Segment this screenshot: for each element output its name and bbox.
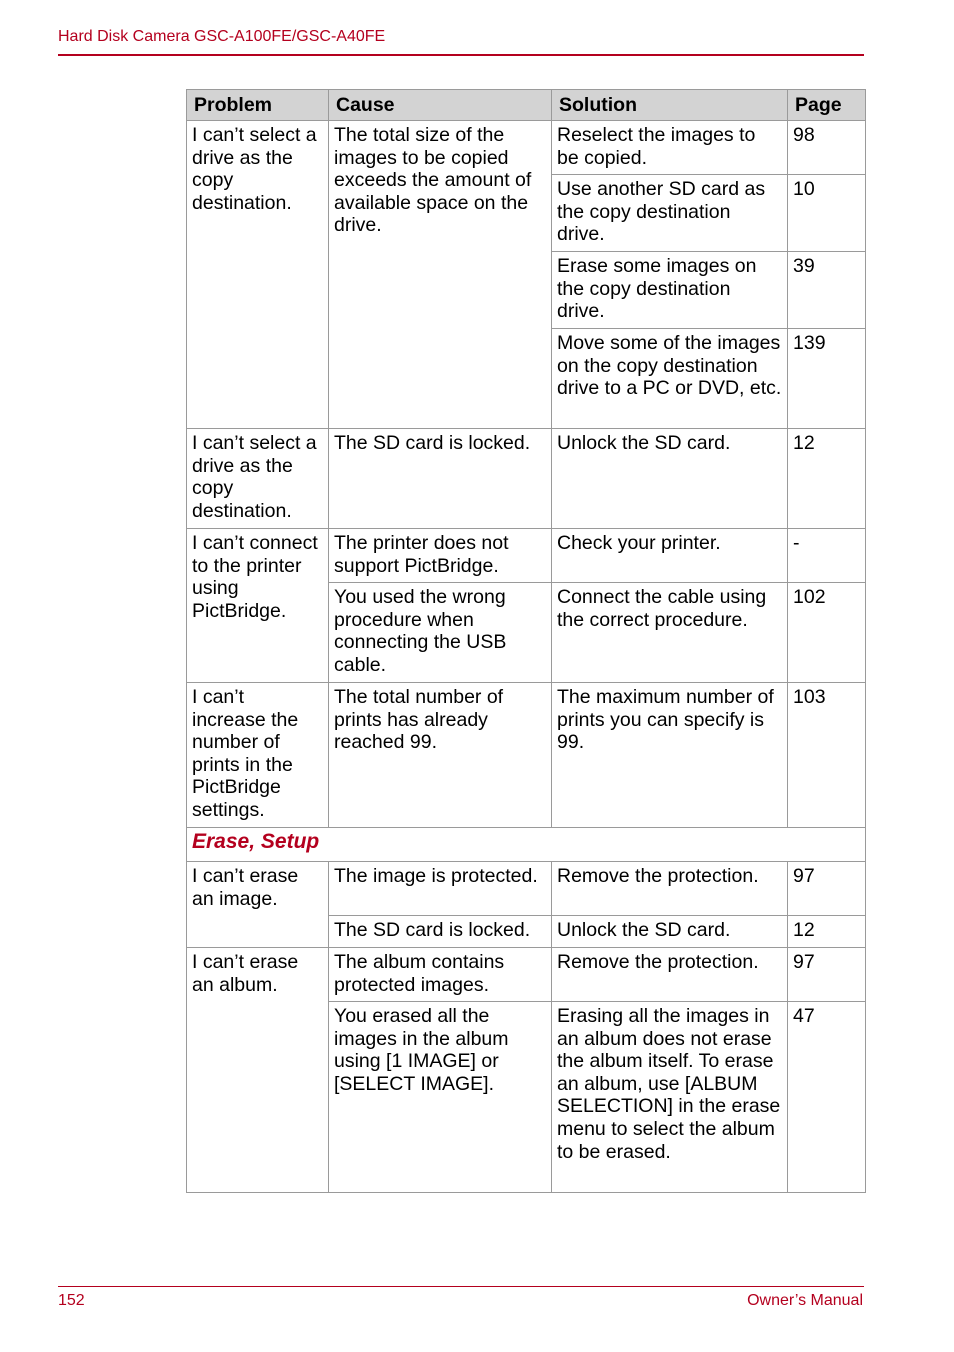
page-cell: 12 <box>788 916 866 948</box>
cause-cell: The SD card is locked. <box>329 429 552 529</box>
cause-cell: The total number of prints has already reached 99. <box>329 683 552 828</box>
header-cause: Cause <box>329 90 552 121</box>
page-cell: 102 <box>788 583 866 683</box>
cause-cell: You erased all the images in the album using [1 IMAGE] or [SELECT IMAGE]. <box>329 1002 552 1193</box>
problem-cell: I can’t erase an album. <box>187 948 329 1193</box>
page-cell: 10 <box>788 175 866 252</box>
page-cell: 97 <box>788 948 866 1002</box>
solution-cell: Remove the protection. <box>552 862 788 916</box>
solution-cell: Reselect the images to be copied. <box>552 121 788 175</box>
cause-cell: The total size of the images to be copied exceeds the amount of available space on the drive. <box>329 121 552 429</box>
solution-cell: Use another SD card as the copy destination drive. <box>552 175 788 252</box>
table-row <box>187 948 866 1002</box>
page-cell: 98 <box>788 121 866 175</box>
table-row <box>187 121 866 175</box>
page-cell: 12 <box>788 429 866 529</box>
running-header: Hard Disk Camera GSC-A100FE/GSC-A40FE <box>58 28 386 45</box>
page-cell: - <box>788 529 866 583</box>
page-number: 152 <box>58 1292 85 1309</box>
table-row <box>187 683 866 828</box>
cause-cell: The image is protected. <box>329 862 552 916</box>
solution-cell: Move some of the images on the copy destination drive to a PC or DVD, etc. <box>552 329 788 429</box>
problem-cell: I can’t select a drive as the copy destination. <box>187 121 329 429</box>
page-cell: 103 <box>788 683 866 828</box>
solution-cell: Connect the cable using the correct procedure. <box>552 583 788 683</box>
cause-cell: The SD card is locked. <box>329 916 552 948</box>
section-heading: Erase, Setup <box>187 828 866 862</box>
solution-cell: The maximum number of prints you can specify is 99. <box>552 683 788 828</box>
section-row <box>187 828 866 862</box>
header-rule <box>58 54 864 56</box>
page-cell: 139 <box>788 329 866 429</box>
solution-cell: Unlock the SD card. <box>552 429 788 529</box>
header-page: Page <box>788 90 866 121</box>
page-cell: 39 <box>788 252 866 329</box>
footer-rule <box>58 1286 864 1287</box>
cause-cell: You used the wrong procedure when connecting the USB cable. <box>329 583 552 683</box>
problem-cell: I can’t erase an image. <box>187 862 329 948</box>
problem-cell: I can’t connect to the printer using PictBridge. <box>187 529 329 683</box>
table-row <box>187 429 866 529</box>
solution-cell: Remove the protection. <box>552 948 788 1002</box>
table-row <box>187 862 866 916</box>
page-cell: 47 <box>788 1002 866 1193</box>
problem-cell: I can’t select a drive as the copy destination. <box>187 429 329 529</box>
table-row <box>187 529 866 583</box>
problem-cell: I can’t increase the number of prints in the PictBridge settings. <box>187 683 329 828</box>
header-problem: Problem <box>187 90 329 121</box>
header-solution: Solution <box>552 90 788 121</box>
page-cell: 97 <box>788 862 866 916</box>
troubleshooting-table <box>186 89 866 1193</box>
solution-cell: Erasing all the images in an album does not erase the album itself. To erase an album, use [ALBUM SELECTION] in the erase menu to select the album to be erased. <box>552 1002 788 1193</box>
manual-label: Owner’s Manual <box>747 1292 863 1309</box>
cause-cell: The album contains protected images. <box>329 948 552 1002</box>
solution-cell: Check your printer. <box>552 529 788 583</box>
solution-cell: Erase some images on the copy destination drive. <box>552 252 788 329</box>
cause-cell: The printer does not support PictBridge. <box>329 529 552 583</box>
table-header-row <box>187 90 866 121</box>
solution-cell: Unlock the SD card. <box>552 916 788 948</box>
